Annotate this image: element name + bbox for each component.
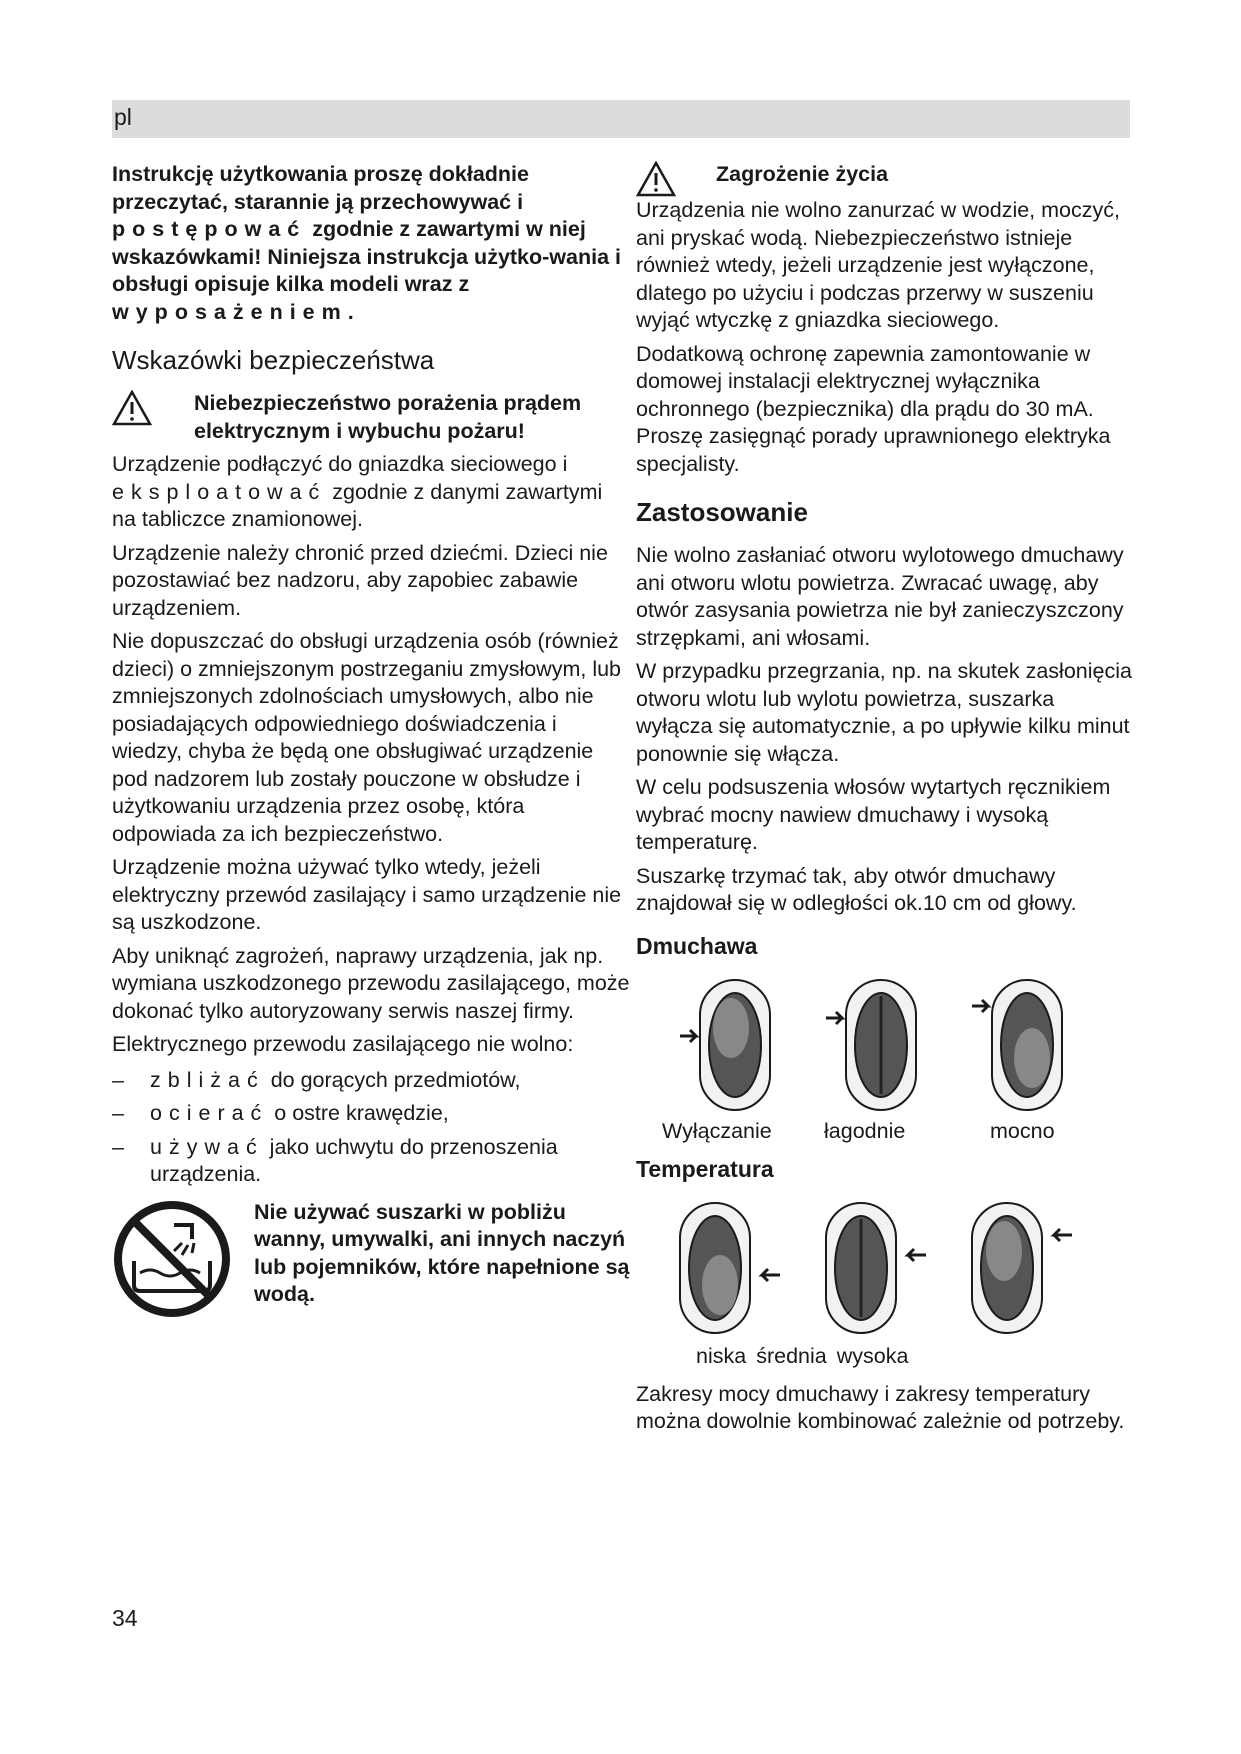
- temp-switch-low-icon: [676, 1199, 786, 1337]
- temp-switch-medium-icon: [822, 1199, 932, 1337]
- paragraph-cord-rules: Elektrycznego przewodu zasilającego nie wolno:: [112, 1032, 574, 1056]
- fan-heading: Dmuchawa: [636, 932, 758, 959]
- list-item: – używać jako uchwytu do przenoszenia urządzenia.: [112, 1134, 632, 1189]
- fan-label-strong: mocno: [990, 1118, 1055, 1143]
- paragraph-distance: Suszarkę trzymać tak, aby otwór dmuchawy znajdował się w odległości ok.10 cm od głowy.: [636, 863, 1077, 915]
- fan-labels: [636, 1118, 1136, 1146]
- temp-label-medium: średnia: [756, 1344, 827, 1368]
- paragraph-overheat: W przypadku przegrzania, np. na skutek zasłonięcia otworu wlotu lub wylotu powietrza, suszarka wyłącza się automatycznie, a po upływie kilku minut ponownie się włącza.: [636, 659, 1132, 766]
- fan-dials: [636, 976, 1136, 1114]
- paragraph-persons: Nie dopuszczać do obsługi urządzenia osób (również dzieci) o zmniejszonym postrzeganiu zmysłowym, lub zmniejszonych zdolnościach umysłowych, albo nie posiadających odpowiedniego doświadczenia i wiedzy, chyba że będą one obsługiwać urządzenie pod nadzorem lub zostały pouczone w obsłudze i użytkowaniu urządzenia przez osobę, która odpowiada za ich bezpieczeństwo.: [112, 629, 622, 846]
- language-code: pl: [114, 104, 132, 130]
- paragraph-predry: W celu podsuszenia włosów wytartych ręcznikiem wybrać mocny nawiew dmuchawy i wysoką temperaturę.: [636, 775, 1111, 854]
- warning-electric-text: Niebezpieczeństwo porażenia prądem elektrycznym i wybuchu pożaru!: [194, 391, 582, 443]
- paragraph-water: Urządzenia nie wolno zanurzać w wodzie, moczyć, ani pryskać wodą. Niebezpieczeństwo istnieje również wtedy, jeżeli urządzenie jest wyłączone, dlatego po użyciu i podczas przerwy w suszeniu wyjąć wtyczkę z gniazdka sieciowego.: [636, 198, 1120, 332]
- warning-life: [636, 161, 1136, 197]
- temp-label-low: niska: [696, 1344, 747, 1368]
- list-item: – zbliżać do gorących przedmiotów,: [112, 1067, 632, 1095]
- temperature-dials: [636, 1199, 1136, 1337]
- fan-switch-strong-icon: [968, 976, 1078, 1114]
- warning-life-title: Zagrożenie życia: [716, 162, 889, 186]
- no-water-prohibition-icon: [112, 1199, 232, 1319]
- warning-electric: [112, 390, 632, 445]
- temperature-heading: Temperatura: [636, 1156, 774, 1182]
- temperature-labels: [636, 1343, 1136, 1371]
- paragraph-rcd: Dodatkową ochronę zapewnia zamontowanie w domowej instalacji elektrycznej wyłącznika ochronnego (bezpiecznika) dla prądu do 30 mA. Proszę zasięgnąć porady uprawnionego elektryka specjalisty.: [636, 341, 1111, 476]
- temp-switch-high-icon: [968, 1199, 1078, 1337]
- temp-label-high: wysoka: [836, 1344, 909, 1368]
- list-item: – ocierać o ostre krawędzie,: [112, 1100, 632, 1128]
- paragraph-children: Urządzenie należy chronić przed dziećmi. Dzieci nie pozostawiać bez nadzoru, aby zapobiec zabawie urządzeniem.: [112, 540, 608, 620]
- fan-switch-gentle-icon: [822, 976, 932, 1114]
- no-bath-text: Nie używać suszarki w pobliżu wanny, umywalki, ani innych naczyń lub pojemników, które napełnione są wodą.: [254, 1199, 630, 1306]
- paragraph-combine: Zakresy mocy dmuchawy i zakresy temperatury można dowolnie kombinować zależnie od potrzeby.: [636, 1381, 1125, 1433]
- paragraph-repairs: Aby uniknąć zagrożeń, naprawy urządzenia, jak np. wymiana uszkodzonego przewodu zasilającego, może dokonać tylko autoryzowany serwis naszej firmy.: [112, 943, 630, 1023]
- fan-label-gentle: łagodnie: [824, 1118, 906, 1143]
- paragraph-cord-ok: Urządzenie można używać tylko wtedy, jeżeli elektryczny przewód zasilający i samo urządzenie nie są uszkodzone.: [112, 855, 622, 934]
- page-number: 34: [112, 1605, 138, 1631]
- intro-text: Instrukcję użytkowania proszę dokładnie przeczytać, starannie ją przechowywać i postępować zgodnie z zawartymi w niej wskazówkami! Niniejsza instrukcja użytko-wania i obsługi opisuje kilka modeli wraz z wyposażeniem.: [112, 162, 621, 324]
- usage-heading: Zastosowanie: [636, 497, 808, 527]
- safety-heading: Wskazówki bezpieczeństwa: [112, 345, 435, 375]
- warning-triangle-icon: [112, 390, 152, 426]
- right-column: [636, 161, 1136, 1442]
- header-bar: [112, 100, 1130, 138]
- no-bath-warning: [112, 1199, 632, 1319]
- cord-rules-list: [112, 1067, 632, 1189]
- paragraph-connection: Urządzenie podłączyć do gniazdka sieciowego i eksploatować zgodnie z danymi zawartymi na tabliczce znamionowej.: [112, 452, 603, 531]
- paragraph-openings: Nie wolno zasłaniać otworu wylotowego dmuchawy ani otworu wlotu powietrza. Zwracać uwagę, aby otwór zasysania powietrza nie był zanieczyszczony strzępkami, ani włosami.: [636, 543, 1124, 650]
- fan-switch-off-icon: [676, 976, 786, 1114]
- left-column: [112, 161, 632, 1319]
- fan-label-off: Wyłączanie: [662, 1118, 772, 1143]
- warning-triangle-icon: [636, 161, 676, 197]
